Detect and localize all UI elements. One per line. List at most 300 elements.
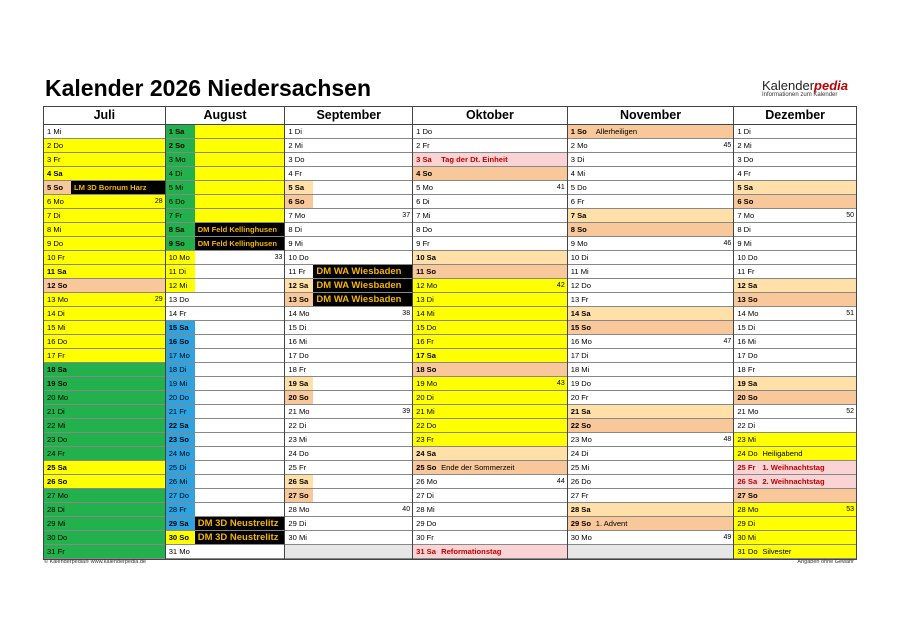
day-cell[interactable]	[166, 279, 285, 293]
day-cell[interactable]	[285, 503, 412, 517]
day-cell[interactable]	[166, 419, 285, 433]
day-cell[interactable]	[568, 223, 734, 237]
day-number: 15	[416, 323, 425, 332]
day-cell[interactable]	[166, 545, 285, 559]
day-date	[166, 125, 195, 138]
day-cell[interactable]	[285, 419, 412, 433]
weekday-abbr: Mi	[747, 435, 756, 444]
day-cell[interactable]	[413, 377, 567, 391]
day-cell[interactable]	[734, 321, 856, 335]
day-cell[interactable]	[285, 475, 412, 489]
day-cell[interactable]	[44, 307, 165, 321]
day-cell[interactable]	[413, 545, 567, 559]
weekday-abbr: So	[298, 295, 309, 304]
day-cell[interactable]	[285, 237, 412, 251]
weekday-abbr: Mo	[426, 379, 438, 388]
day-cell[interactable]	[568, 153, 734, 167]
day-number: 4	[737, 169, 742, 178]
weekday-abbr: Do	[581, 477, 592, 486]
day-cell[interactable]	[285, 517, 412, 531]
day-cell[interactable]	[44, 419, 165, 433]
empty-day-cell	[285, 545, 412, 559]
day-number: 11	[737, 267, 746, 276]
day-cell[interactable]	[568, 461, 734, 475]
day-cell[interactable]	[44, 279, 165, 293]
day-cell[interactable]	[285, 531, 412, 545]
day-cell[interactable]	[413, 181, 567, 195]
day-number: 11	[288, 267, 297, 276]
day-cell[interactable]	[285, 153, 412, 167]
week-number: 50	[846, 212, 855, 219]
day-cell[interactable]	[285, 363, 412, 377]
day-cell[interactable]	[734, 153, 856, 167]
day-cell[interactable]	[166, 125, 285, 139]
event-label: DM 3D Neustrelitz	[195, 531, 285, 544]
day-cell[interactable]	[285, 447, 412, 461]
event-label: LM 3D Bornum Harz	[71, 181, 165, 194]
day-cell[interactable]	[166, 475, 285, 489]
weekday-abbr: Mi	[179, 379, 188, 388]
day-cell[interactable]	[166, 307, 285, 321]
day-cell[interactable]	[568, 377, 734, 391]
day-cell[interactable]	[285, 335, 412, 349]
day-cell[interactable]	[413, 321, 567, 335]
day-date	[734, 209, 754, 222]
day-cell[interactable]	[734, 517, 856, 531]
day-cell[interactable]	[285, 321, 412, 335]
weekday-abbr: Fr	[179, 505, 187, 514]
day-date	[413, 167, 432, 180]
day-number: 22	[570, 421, 580, 430]
day-cell[interactable]	[413, 251, 567, 265]
day-cell[interactable]	[413, 503, 567, 517]
day-cell[interactable]	[413, 405, 567, 419]
day-cell[interactable]	[734, 349, 856, 363]
day-cell[interactable]	[568, 363, 734, 377]
page-title: Kalender 2026 Niedersachsen	[45, 75, 372, 101]
day-cell[interactable]	[568, 489, 734, 503]
day-number: 6	[737, 197, 742, 206]
day-cell[interactable]	[166, 223, 285, 237]
day-number: 7	[168, 211, 173, 220]
day-cell[interactable]	[734, 363, 856, 377]
day-date	[44, 363, 67, 376]
day-date	[413, 475, 437, 488]
day-date	[44, 489, 68, 502]
day-date	[285, 433, 313, 446]
day-cell[interactable]	[44, 181, 165, 195]
day-number: 21	[416, 407, 425, 416]
day-cell[interactable]	[166, 391, 285, 405]
day-number: 1	[737, 127, 742, 136]
day-cell[interactable]	[44, 363, 165, 377]
day-cell[interactable]	[166, 265, 285, 279]
day-cell[interactable]	[413, 125, 567, 139]
day-cell[interactable]	[44, 531, 165, 545]
day-cell[interactable]	[166, 531, 285, 545]
week-number: 29	[154, 296, 163, 303]
day-cell[interactable]	[734, 293, 856, 307]
day-cell[interactable]	[166, 209, 285, 223]
day-cell[interactable]	[568, 447, 734, 461]
day-cell[interactable]	[734, 251, 856, 265]
day-number: 31	[737, 547, 746, 556]
day-number: 11	[47, 267, 56, 276]
kalenderpedia-logo[interactable]	[762, 78, 862, 98]
week-number: 33	[274, 254, 283, 261]
weekday-abbr: Fr	[175, 211, 183, 220]
day-number: 30	[570, 533, 580, 542]
day-cell[interactable]	[413, 237, 567, 251]
day-cell[interactable]	[568, 237, 734, 251]
day-cell[interactable]	[166, 377, 285, 391]
day-cell[interactable]	[285, 195, 412, 209]
day-cell[interactable]	[568, 419, 734, 433]
day-date	[44, 307, 65, 320]
day-cell[interactable]	[166, 153, 285, 167]
day-date	[166, 433, 195, 446]
day-cell[interactable]	[568, 139, 734, 153]
day-cell[interactable]	[734, 405, 856, 419]
day-cell[interactable]	[734, 545, 856, 559]
day-cell[interactable]	[44, 517, 165, 531]
day-cell[interactable]	[734, 489, 856, 503]
weekday-abbr: So	[581, 421, 592, 430]
weekday-abbr: Fr	[57, 253, 65, 262]
day-cell[interactable]	[413, 139, 567, 153]
day-date	[568, 125, 587, 138]
day-cell[interactable]	[413, 307, 567, 321]
day-date	[734, 517, 755, 530]
day-cell[interactable]	[285, 433, 412, 447]
day-cell[interactable]	[568, 349, 734, 363]
day-cell[interactable]	[44, 349, 165, 363]
day-date	[285, 461, 313, 474]
day-cell[interactable]	[166, 461, 285, 475]
weekday-abbr: Di	[57, 407, 65, 416]
day-cell[interactable]	[734, 531, 856, 545]
day-cell[interactable]	[44, 139, 165, 153]
day-number: 21	[47, 407, 56, 416]
weekday-abbr: Do	[175, 197, 185, 206]
day-cell[interactable]	[413, 531, 567, 545]
day-number: 16	[288, 337, 297, 346]
day-number: 2	[737, 141, 742, 150]
day-cell[interactable]	[734, 433, 856, 447]
day-cell[interactable]	[166, 517, 285, 531]
day-number: 25	[47, 463, 56, 472]
day-cell[interactable]	[44, 545, 165, 559]
day-cell[interactable]	[568, 181, 734, 195]
weekday-abbr: Mi	[577, 169, 586, 178]
day-cell[interactable]	[568, 251, 734, 265]
day-date	[285, 475, 313, 488]
day-cell[interactable]	[568, 517, 734, 531]
day-date	[734, 223, 751, 236]
day-number: 19	[737, 379, 746, 388]
day-cell[interactable]	[568, 475, 734, 489]
day-cell[interactable]	[285, 377, 412, 391]
day-cell[interactable]	[166, 195, 285, 209]
day-cell[interactable]	[285, 209, 412, 223]
day-cell[interactable]	[44, 447, 165, 461]
day-cell[interactable]	[285, 307, 412, 321]
day-cell[interactable]	[734, 377, 856, 391]
day-cell[interactable]	[413, 167, 567, 181]
day-cell[interactable]	[568, 265, 734, 279]
day-cell[interactable]	[285, 265, 412, 279]
day-cell[interactable]	[285, 125, 412, 139]
day-cell[interactable]	[166, 167, 285, 181]
day-cell[interactable]	[568, 503, 734, 517]
day-cell[interactable]	[44, 125, 165, 139]
day-cell[interactable]	[166, 405, 285, 419]
day-cell[interactable]	[166, 363, 285, 377]
day-cell[interactable]	[734, 139, 856, 153]
day-cell[interactable]	[44, 475, 165, 489]
day-number: 12	[47, 281, 56, 290]
day-cell[interactable]	[734, 223, 856, 237]
holiday-label: Reformationstag	[441, 547, 502, 556]
day-cell[interactable]	[285, 279, 412, 293]
day-number: 24	[168, 449, 178, 458]
day-cell[interactable]	[44, 167, 165, 181]
weekday-abbr: Mi	[743, 141, 752, 150]
weekday-abbr: Mo	[298, 505, 310, 514]
day-cell[interactable]	[44, 223, 165, 237]
weekday-abbr: Fr	[426, 435, 434, 444]
week-number: 41	[556, 184, 565, 191]
week-number: 45	[723, 142, 732, 149]
day-cell[interactable]	[44, 405, 165, 419]
day-cell[interactable]	[413, 419, 567, 433]
day-cell[interactable]	[734, 475, 856, 489]
day-cell[interactable]	[44, 251, 165, 265]
day-cell[interactable]	[166, 489, 285, 503]
day-cell[interactable]	[568, 433, 734, 447]
day-cell[interactable]	[413, 153, 567, 167]
weekday-abbr: Do	[53, 141, 64, 150]
day-date	[734, 279, 757, 292]
day-cell[interactable]	[568, 167, 734, 181]
day-cell[interactable]	[568, 405, 734, 419]
weekday-abbr: Fr	[57, 449, 65, 458]
day-cell[interactable]	[734, 167, 856, 181]
day-date	[285, 139, 313, 152]
day-cell[interactable]	[44, 321, 165, 335]
day-number: 29	[47, 519, 56, 528]
day-cell[interactable]	[413, 195, 567, 209]
day-cell[interactable]	[285, 405, 412, 419]
day-cell[interactable]	[734, 125, 856, 139]
day-cell[interactable]	[44, 293, 165, 307]
day-date	[166, 503, 195, 516]
day-cell[interactable]	[568, 209, 734, 223]
day-cell[interactable]	[166, 251, 285, 265]
day-date	[44, 265, 66, 278]
day-cell[interactable]	[166, 335, 285, 349]
day-date	[285, 419, 313, 432]
day-cell[interactable]	[44, 377, 165, 391]
weekday-abbr: Di	[53, 211, 61, 220]
day-date	[734, 377, 757, 390]
weekday-abbr: Fr	[53, 155, 61, 164]
holiday-label: Tag der Dt. Einheit	[441, 155, 508, 164]
day-cell[interactable]	[413, 363, 567, 377]
day-cell[interactable]	[568, 321, 734, 335]
weekday-abbr: Mi	[179, 477, 188, 486]
day-cell[interactable]	[285, 391, 412, 405]
day-cell[interactable]	[734, 419, 856, 433]
day-number: 19	[47, 379, 56, 388]
day-cell[interactable]	[734, 447, 856, 461]
day-cell[interactable]	[734, 503, 856, 517]
day-cell[interactable]	[285, 489, 412, 503]
day-cell[interactable]	[44, 265, 165, 279]
day-cell[interactable]	[166, 433, 285, 447]
day-cell[interactable]	[285, 223, 412, 237]
day-cell[interactable]	[734, 461, 856, 475]
day-cell[interactable]	[734, 265, 856, 279]
day-cell[interactable]	[285, 139, 412, 153]
weekday-abbr: Sa	[179, 323, 189, 332]
day-cell[interactable]	[413, 279, 567, 293]
day-date	[44, 531, 67, 544]
weekday-abbr: Di	[294, 225, 302, 234]
day-cell[interactable]	[166, 139, 285, 153]
day-cell[interactable]	[734, 195, 856, 209]
day-number: 6	[168, 197, 173, 206]
day-cell[interactable]	[734, 237, 856, 251]
day-number: 3	[737, 155, 742, 164]
day-date	[734, 391, 757, 404]
day-cell[interactable]	[568, 125, 734, 139]
day-cell[interactable]	[413, 349, 567, 363]
day-cell[interactable]	[166, 293, 285, 307]
week-number: 48	[723, 436, 732, 443]
weekday-abbr: Sa	[298, 379, 309, 388]
weekday-abbr: Fr	[577, 197, 585, 206]
week-number: 47	[723, 338, 732, 345]
weekday-abbr: Mi	[57, 421, 66, 430]
weekday-abbr: Do	[743, 155, 754, 164]
day-number: 25	[288, 463, 297, 472]
day-cell[interactable]	[44, 433, 165, 447]
event-label: DM Feld Kellinghusen	[195, 237, 285, 250]
day-cell[interactable]	[734, 307, 856, 321]
day-date	[44, 475, 67, 488]
day-cell[interactable]	[568, 279, 734, 293]
day-date	[568, 461, 590, 474]
day-cell[interactable]	[568, 307, 734, 321]
day-cell[interactable]	[44, 153, 165, 167]
day-cell[interactable]	[166, 503, 285, 517]
day-cell[interactable]	[166, 237, 285, 251]
day-cell[interactable]	[568, 293, 734, 307]
weekday-abbr: Mi	[426, 505, 435, 514]
weekday-abbr: Fr	[581, 393, 589, 402]
day-number: 30	[168, 533, 178, 542]
weekday-abbr: Mi	[57, 323, 66, 332]
day-cell[interactable]	[44, 209, 165, 223]
day-date	[734, 503, 758, 516]
day-number: 28	[168, 505, 178, 514]
event-label: DM WA Wiesbaden	[313, 265, 412, 278]
day-cell[interactable]	[568, 391, 734, 405]
day-cell[interactable]	[734, 181, 856, 195]
day-date	[413, 293, 434, 306]
weekday-abbr: Sa	[577, 211, 587, 220]
day-number: 7	[47, 211, 52, 220]
day-cell[interactable]	[166, 447, 285, 461]
weekday-abbr: So	[747, 393, 758, 402]
day-cell[interactable]	[413, 223, 567, 237]
day-cell[interactable]	[413, 209, 567, 223]
day-cell[interactable]	[413, 335, 567, 349]
day-cell[interactable]	[568, 335, 734, 349]
day-cell[interactable]	[44, 237, 165, 251]
day-cell[interactable]	[568, 195, 734, 209]
day-number: 23	[570, 435, 580, 444]
weekday-abbr: Mo	[298, 309, 310, 318]
day-cell[interactable]	[285, 251, 412, 265]
day-cell[interactable]	[734, 209, 856, 223]
day-cell[interactable]	[166, 181, 285, 195]
day-cell[interactable]	[413, 461, 567, 475]
day-cell[interactable]	[285, 349, 412, 363]
day-cell[interactable]	[734, 391, 856, 405]
day-cell[interactable]	[734, 279, 856, 293]
day-number: 5	[570, 183, 575, 192]
day-cell[interactable]	[285, 181, 412, 195]
day-date	[413, 237, 430, 250]
day-cell[interactable]	[285, 167, 412, 181]
day-cell[interactable]	[734, 335, 856, 349]
day-cell[interactable]	[413, 475, 567, 489]
day-cell[interactable]	[44, 489, 165, 503]
weekday-abbr: So	[179, 337, 189, 346]
day-cell[interactable]	[413, 391, 567, 405]
day-cell[interactable]	[44, 503, 165, 517]
day-date	[285, 125, 313, 138]
day-cell[interactable]	[285, 461, 412, 475]
day-cell[interactable]	[44, 461, 165, 475]
day-cell[interactable]	[413, 433, 567, 447]
day-number: 10	[416, 253, 425, 262]
month-column-juli	[44, 125, 166, 559]
day-cell[interactable]	[568, 531, 734, 545]
day-cell[interactable]	[413, 265, 567, 279]
day-date	[285, 447, 313, 460]
weekday-abbr: Sa	[426, 253, 436, 262]
day-cell[interactable]	[413, 447, 567, 461]
day-cell[interactable]	[166, 321, 285, 335]
day-date	[568, 405, 591, 418]
day-cell[interactable]	[285, 293, 412, 307]
day-cell[interactable]	[413, 489, 567, 503]
day-cell[interactable]	[44, 335, 165, 349]
day-cell[interactable]	[44, 391, 165, 405]
weekday-abbr: Fr	[298, 365, 307, 374]
day-number: 16	[570, 337, 580, 346]
day-cell[interactable]	[44, 195, 165, 209]
day-cell[interactable]	[413, 517, 567, 531]
weekday-abbr: Mi	[747, 533, 756, 542]
day-cell[interactable]	[413, 293, 567, 307]
day-cell[interactable]	[166, 349, 285, 363]
day-number: 18	[47, 365, 56, 374]
day-date	[166, 489, 195, 502]
